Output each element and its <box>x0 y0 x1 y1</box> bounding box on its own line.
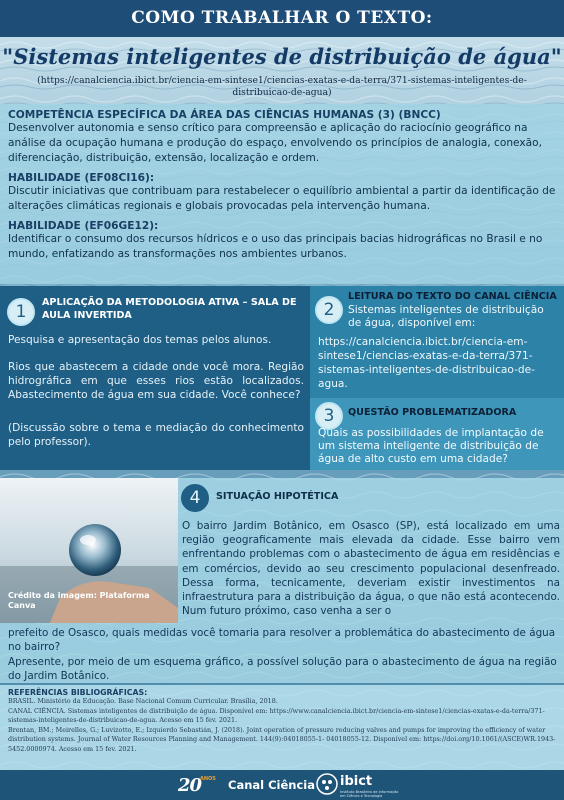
step-1-paragraph: Rios que abastecem a cidade onde você mora. Região hidrográfica em que esses rios estão localizados. Abastecimento de água em sua cidade. Você conhece? <box>8 361 304 401</box>
article-title: "Sistemas inteligentes de distribuição de água" <box>2 44 562 69</box>
step-2-card <box>310 286 564 398</box>
habilidade-1-heading: HABILIDADE (EF08CI16): <box>8 172 155 184</box>
ibict-logo[interactable]: ibict <box>340 774 373 789</box>
step-2-text: Sistemas inteligentes de distribuição de água, disponível em: <box>348 304 544 329</box>
habilidade-1-text: Discutir iniciativas que contribuam para restabelecer o equilíbrio ambiental a partir da identificação de alterações climáticas regionais e globais provocadas pela intervenção humana. <box>8 185 556 212</box>
header <box>0 0 564 105</box>
step-3-number-badge: 3 <box>315 402 343 430</box>
step-4-number-badge: 4 <box>181 484 209 512</box>
photo-credit: Crédito da imagem: Plataforma Canva <box>8 591 150 610</box>
references-section <box>0 685 564 770</box>
footer <box>0 770 564 800</box>
step-2-link[interactable]: https://canalciencia.ibict.br/ciencia-em-sintese1/ciencias-exatas-e-da-terra/371-sistemas-inteligentes-de-distribuicao-de-agua. <box>318 336 535 390</box>
step-1-paragraph: (Discussão sobre o tema e mediação do conhecimento pelo professor). <box>8 422 304 448</box>
step-3-title: QUESTÃO PROBLEMATIZADORA <box>348 407 517 418</box>
canal-ciencia-logo[interactable]: Canal Ciência <box>228 778 315 792</box>
step-2-title: LEITURA DO TEXTO DO CANAL CIÊNCIA <box>348 291 557 302</box>
step-4-paragraph: Apresente, por meio de um esquema gráfico, a possível solução para o abastecimento de água na região do Jardim Botânico. <box>8 656 557 683</box>
habilidade-2-heading: HABILIDADE (EF06GE12): <box>8 220 159 232</box>
references-heading: REFERÊNCIAS BIBLIOGRÁFICAS: <box>8 688 148 697</box>
step-1-card <box>0 286 310 470</box>
twenty-years-logo-sub: ANOS <box>200 776 216 782</box>
step-1-number-badge: 1 <box>7 298 35 326</box>
step-3-text: Quais as possibilidades de implantação de um sistema inteligente de distribuição de água de alto custo em uma cidade? <box>318 427 544 465</box>
step-1-paragraph: Pesquisa e apresentação dos temas pelos alunos. <box>8 334 272 346</box>
reference-item: BRASIL. Ministério da Educação. Base Nacional Comum Curricular. Brasília, 2018. <box>8 697 278 705</box>
competencia-heading: COMPETÊNCIA ESPECÍFICA DA ÁREA DAS CIÊNCIAS HUMANAS (3) (BNCC) <box>8 109 441 121</box>
step-1-title: APLICAÇÃO DA METODOLOGIA ATIVA – SALA DE AULA INVERTIDA <box>42 297 297 321</box>
step-4-paragraph: prefeito de Osasco, quais medidas você tomaria para resolver a problemática do abastecimento de água no bairro? <box>8 627 556 654</box>
twenty-years-logo: 20 <box>178 775 202 796</box>
step-2-number-badge: 2 <box>315 296 343 324</box>
reference-item: CANAL CIÊNCIA. Sistemas inteligentes de distribuição de água. Disponível em: https://www.canalciencia.ibict.br/ciencia-em-sintese1/ciencias-exatas-e-da-terra/371-sistemas-inteligentes-de-distribuicao-de-agua. Acesso em 15 fev. 2021. <box>8 706 545 724</box>
ibict-logo-subtitle: Instituto Brasileiro de Informação em Ciência e Tecnologia <box>340 790 399 798</box>
habilidade-2-text: Identificar o consumo dos recursos hídricos e o uso das principais bacias hidrográficas no Brasil e no mundo, enfatizando as transformações nos ambientes urbanos. <box>8 233 543 260</box>
article-url[interactable]: (https://canalciencia.ibict.br/ciencia-em-sintese1/ciencias-exatas-e-da-terra/371-sistemas-inteligentes-de-distribuicao-de-agua) <box>37 75 527 98</box>
ibict-icon <box>316 773 338 795</box>
reference-item: Brentan, BM.; Meirelles, G.; Luvizotto, E.; Izquierdo Sebastián, J. (2018). Joint operation of pressure reducing valves and pumps for improving the efficiency of water distribution systems. Journal of Water Resources Planning and Management. 144(9):04018055-1- 04018055-12. Disponível em: https://doi.org/10.1061/(ASCE)WR.1943-5452.0000974. Acesso em 15 fev. 2021. <box>8 725 556 753</box>
page-title: COMO TRABALHAR O TEXTO: <box>131 8 433 28</box>
competencia-text: Desenvolver autonomia e senso crítico para compreensão e aplicação do raciocínio geográfico na análise da ocupação humana e produção do espaço, envolvendo os princípios de analogia, conexão, diferenciação, distribuição, extensão, localização e ordem. <box>8 122 542 164</box>
step-3-card <box>310 398 564 470</box>
step-4-title: SITUAÇÃO HIPOTÉTICA <box>216 491 339 502</box>
bncc-panel <box>0 104 564 284</box>
step-4-paragraph: O bairro Jardim Botânico, em Osasco (SP), está localizado em uma região geograficamente mais elevada da cidade. Esse bairro vem enfrentando problemas com o abastecimento de água em residências e em comércios, devido ao seu crescimento populacional desenfreado. Dessa forma, tecnicamente, deveriam existir investimentos na infraestrutura para a distribuição da água, o que não está acontecendo. Num futuro próximo, caso venha a ser o <box>182 520 560 618</box>
